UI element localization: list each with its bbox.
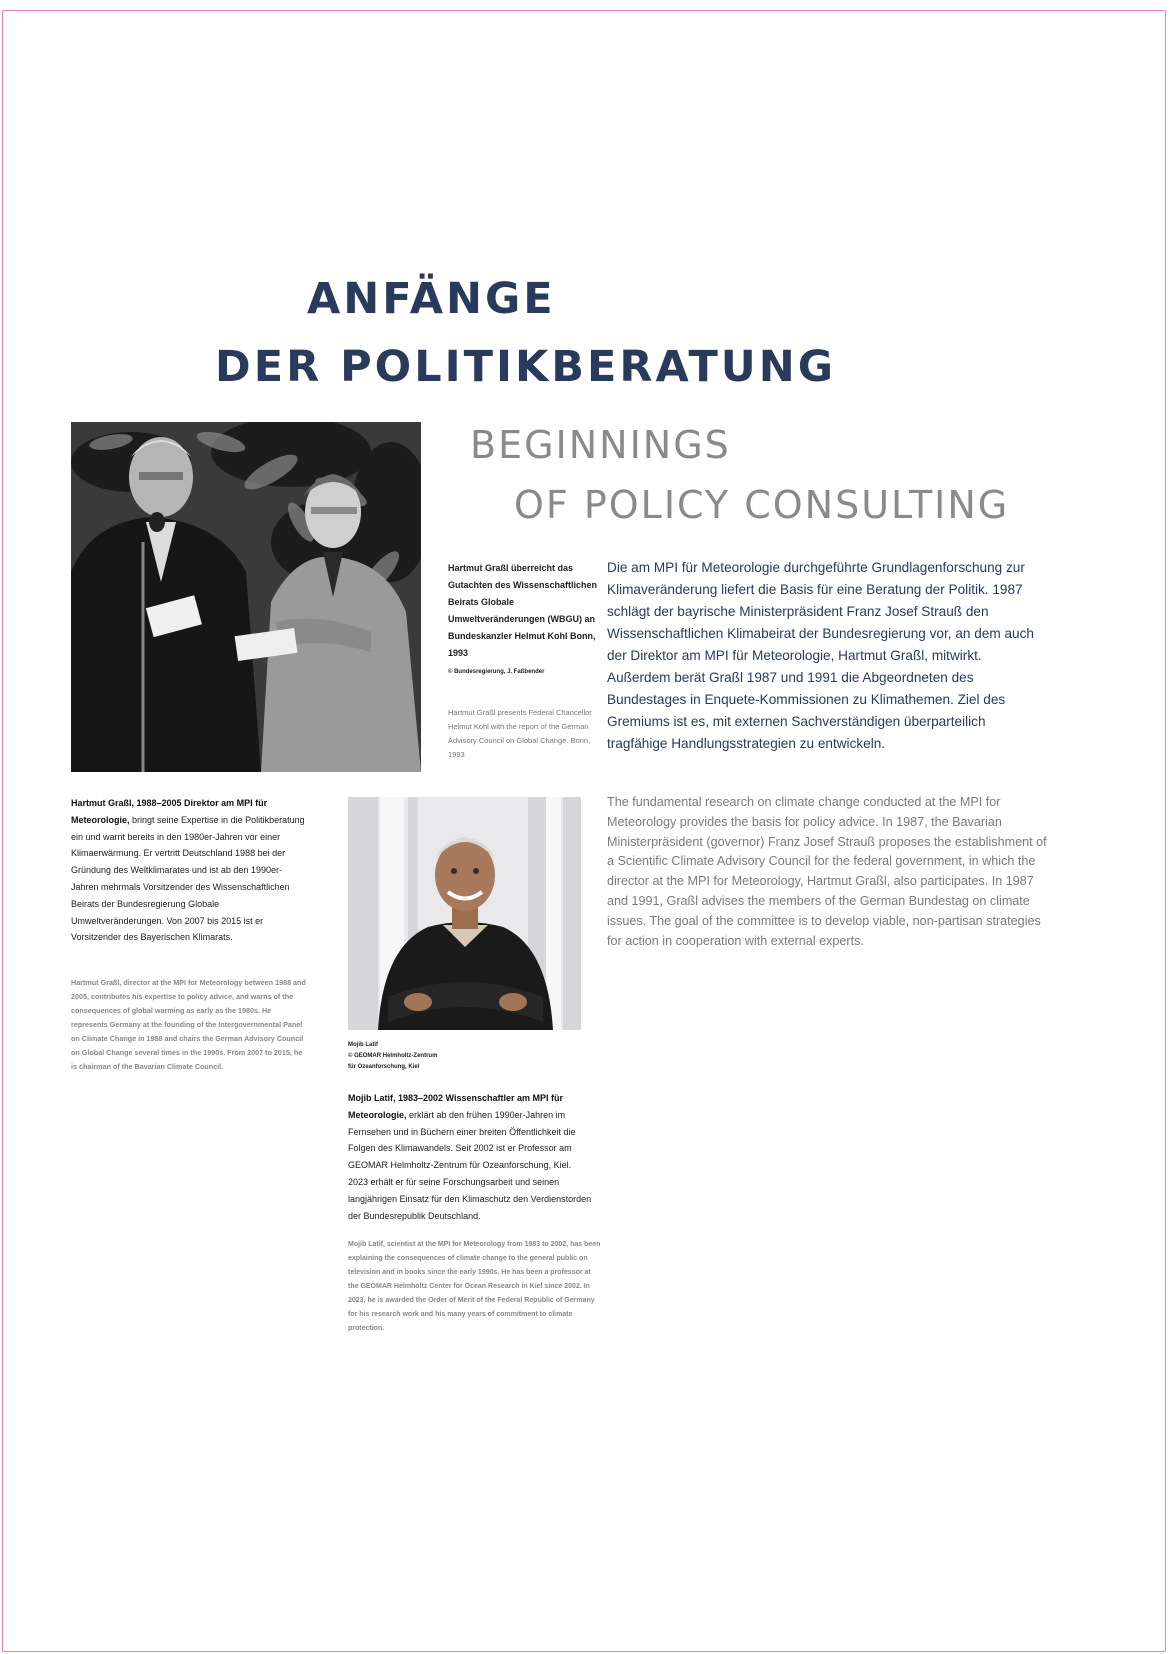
bio-latif-german <box>348 1090 593 1224</box>
caption-kohl-german <box>448 560 598 681</box>
caption-kohl-german-text: Hartmut Graßl überreicht das Gutachten des Wissenschaftlichen Beirats Globale Umweltveränderungen (WBGU) an Bundeskanzler Helmut Kohl Bonn, 1993 <box>448 563 597 658</box>
title-english-line2: OF POLICY CONSULTING <box>514 483 1010 527</box>
title-german <box>215 265 836 401</box>
caption-latif-credit-2: für Ozeanforschung, Kiel <box>348 1064 420 1070</box>
bio-grassl-lead: Hartmut Graßl, 1988–2005 Direktor am MPI für Meteorologie, <box>71 798 268 825</box>
caption-latif-name: Mojib Latif <box>348 1042 378 1048</box>
main-text-german: Die am MPI für Meteorologie durchgeführte Grundlagenforschung zur Klimaveränderung liefert die Basis für eine Beratung der Politik. 1987 schlägt der bayrische Ministerpräsident Franz Josef Strauß den Wissenschaftlichen Klimabeirat der Bundesregierung vor, an dem auch der Direktor am MPI für Meteorologie, Hartmut Graßl, mitwirkt. Außerdem berät Graßl 1987 und 1991 die Abgeordneten des Bundestages in Enquete-Kommissionen zu Klimathemen. Ziel des Gremiums ist es, mit externen Sachverständigen überparteilich tragfähige Handlungsstrategien zu entwickeln. <box>607 560 1034 751</box>
caption-latif <box>348 1040 508 1073</box>
title-english-line1: BEGINNINGS <box>470 423 731 467</box>
caption-latif-credit-1: © GEOMAR Helmholtz-Zentrum <box>348 1053 438 1059</box>
main-text-english: The fundamental research on climate change conducted at the MPI for Meteorology provides the basis for policy advice. In 1987, the Bavarian Ministerpräsident (governor) Franz Josef Strauß proposes the establishment of a Scientific Climate Advisory Council for the federal government, in which the director at the MPI for Meteorology, Hartmut Graßl, also participates. In 1987 and 1991, Graßl advises the members of the German Bundestag on climate issues. The goal of the committee is to develop viable, non-partisan strategies for action in cooperation with external experts. <box>607 795 1047 948</box>
bio-grassl-german <box>71 795 306 946</box>
bio-latif-rest: erklärt ab den frühen 1990er-Jahren im Fernsehen und in Büchern einer breiten Öffentlichkeit die Folgen des Klimawandels. Seit 2002 ist er Professor am GEOMAR Helmholtz-Zentrum für Ozeanforschung, Kiel. 2023 erhält er für seine Forschungsarbeit und seinen langjährigen Einsatz für den Klimaschutz den Verdienstorden der Bundesrepublik Deutschland. <box>348 1109 592 1221</box>
title-german-line2: DER POLITIKBERATUNG <box>215 342 836 392</box>
photo-latif <box>348 797 581 1030</box>
bio-grassl-english: Hartmut Graßl, director at the MPI for Meteorology between 1988 and 2005, contributes his expertise to policy advice, and warns of the consequences of global warming as early as the 1980s. He represents Germany at the founding of the Intergovernmental Panel on Climate Change in 1988 and chairs the German Advisory Council on Global Change several times in the 1990s. From 2007 to 2015, he is chairman of the Bavarian Climate Council. <box>71 978 306 1071</box>
bio-latif-lead: Mojib Latif, 1983–2002 Wissenschaftler am MPI für Meteorologie, <box>348 1093 563 1120</box>
caption-kohl-credit: © Bundesregierung, J. Faßbender <box>448 669 545 675</box>
bio-latif-english: Mojib Latif, scientist at the MPI for Meteorology from 1983 to 2002, has been explaining the consequences of climate change to the general public on television and in books since the early 1990s. He has been a professor at the GEOMAR Helmholtz Center for Ocean Research in Kiel since 2002. In 2023, he is awarded the Order of Merit of the Federal Republic of Germany for his research work and his many years of commitment to climate protection. <box>348 1241 601 1332</box>
caption-kohl-english: Hartmut Graßl presents Federal Chancellor Helmut Kohl with the report of the German Advisory Council on Global Change. Bonn, 1993 <box>448 708 592 759</box>
title-german-line1: ANFÄNGE <box>307 274 556 324</box>
title-english <box>470 415 1009 535</box>
photo-kohl-grassl <box>71 422 421 772</box>
bio-grassl-rest: bringt seine Expertise in die Politikberatung ein und warnt bereits in den 1980er-Jahren vor einer Klimaerwärmung. Er vertritt Deutschland 1988 bei der Gründung des Weltklimarates und ist ab den 1990er-Jahren mehrmals Vorsitzender des Wissenschaftlichen Beirats der Bundesregierung Globale Umweltveränderungen. Von 2007 bis 2015 ist er Vorsitzender des Bayerischen Klimarats. <box>71 814 305 943</box>
